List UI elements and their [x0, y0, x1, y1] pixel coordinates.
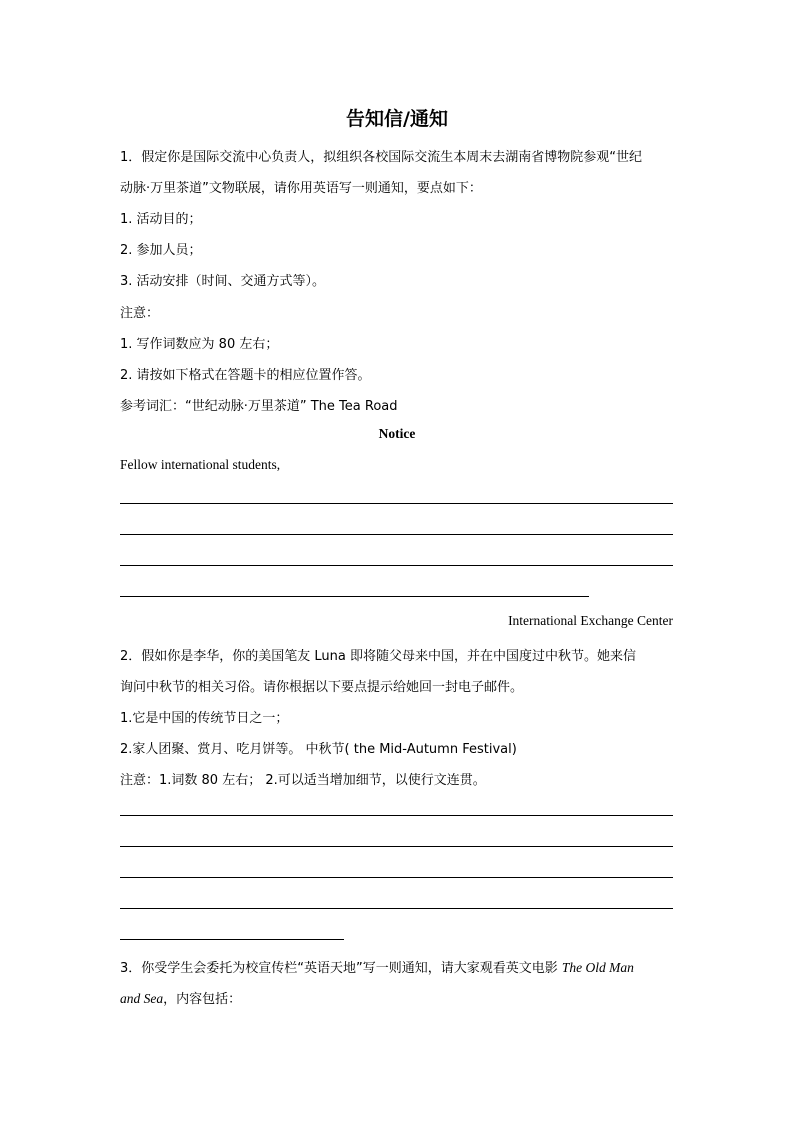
q1-prompt-line-1: 1．假定你是国际交流中心负责人，拟组织各校国际交流生本周末去湖南省博物院参观“世纪: [120, 150, 643, 165]
q1-note-label: 注意：: [120, 306, 160, 321]
answer-line: [120, 534, 673, 535]
q1-vocab: 参考词汇：“世纪动脉·万里茶道” The Tea Road: [120, 399, 398, 414]
page-title: 告知信/通知: [346, 108, 448, 130]
notice-signature: International Exchange Center: [508, 613, 673, 628]
q2-point-1: 1.它是中国的传统节日之一；: [120, 711, 289, 726]
answer-line: [120, 846, 673, 847]
q3-prompt-line-2: [120, 988, 241, 1007]
q1-point-1: 1. 活动目的；: [120, 212, 202, 227]
q1-note-2: 2. 请按如下格式在答题卡的相应位置作答。: [120, 368, 371, 383]
q2-prompt-line-2: 询问中秋节的相关习俗。请你根据以下要点提示给她回一封电子邮件。: [120, 680, 524, 695]
q3-prompt-text: 3．你受学生会委托为校宣传栏“英语天地”写一则通知，请大家观看英文电影: [120, 961, 562, 976]
q2-note: 注意：1.词数 80 左右； 2.可以适当增加细节，以使行文连贯。: [120, 773, 486, 788]
q3-prompt-line-1: [120, 957, 634, 976]
q2-point-2: 2.家人团聚、赏月、吃月饼等。 中秋节( the Mid-Autumn Festival): [120, 742, 517, 757]
q1-point-3: 3. 活动安排（时间、交通方式等）。: [120, 274, 326, 289]
q3-prompt-suffix: ，内容包括：: [163, 992, 242, 1007]
answer-line: [120, 877, 673, 878]
answer-line: [120, 565, 673, 566]
answer-line: [120, 503, 673, 504]
notice-heading: Notice: [378, 426, 416, 441]
movie-title-part-2: and Sea: [120, 991, 164, 1006]
answer-line: [120, 596, 589, 597]
answer-line: [120, 815, 673, 816]
notice-salutation: Fellow international students,: [120, 457, 281, 472]
answer-line: [120, 908, 673, 909]
q1-note-1: 1. 写作词数应为 80 左右；: [120, 337, 279, 352]
movie-title-part-1: The Old Man: [561, 960, 634, 975]
q1-point-2: 2. 参加人员；: [120, 243, 202, 258]
q2-prompt-line-1: 2．假如你是李华，你的美国笔友 Luna 即将随父母来中国，并在中国度过中秋节。她来信: [120, 649, 636, 664]
footnote-separator: [120, 939, 344, 940]
q1-prompt-line-2: 动脉·万里茶道”文物联展，请你用英语写一则通知，要点如下：: [120, 181, 482, 196]
